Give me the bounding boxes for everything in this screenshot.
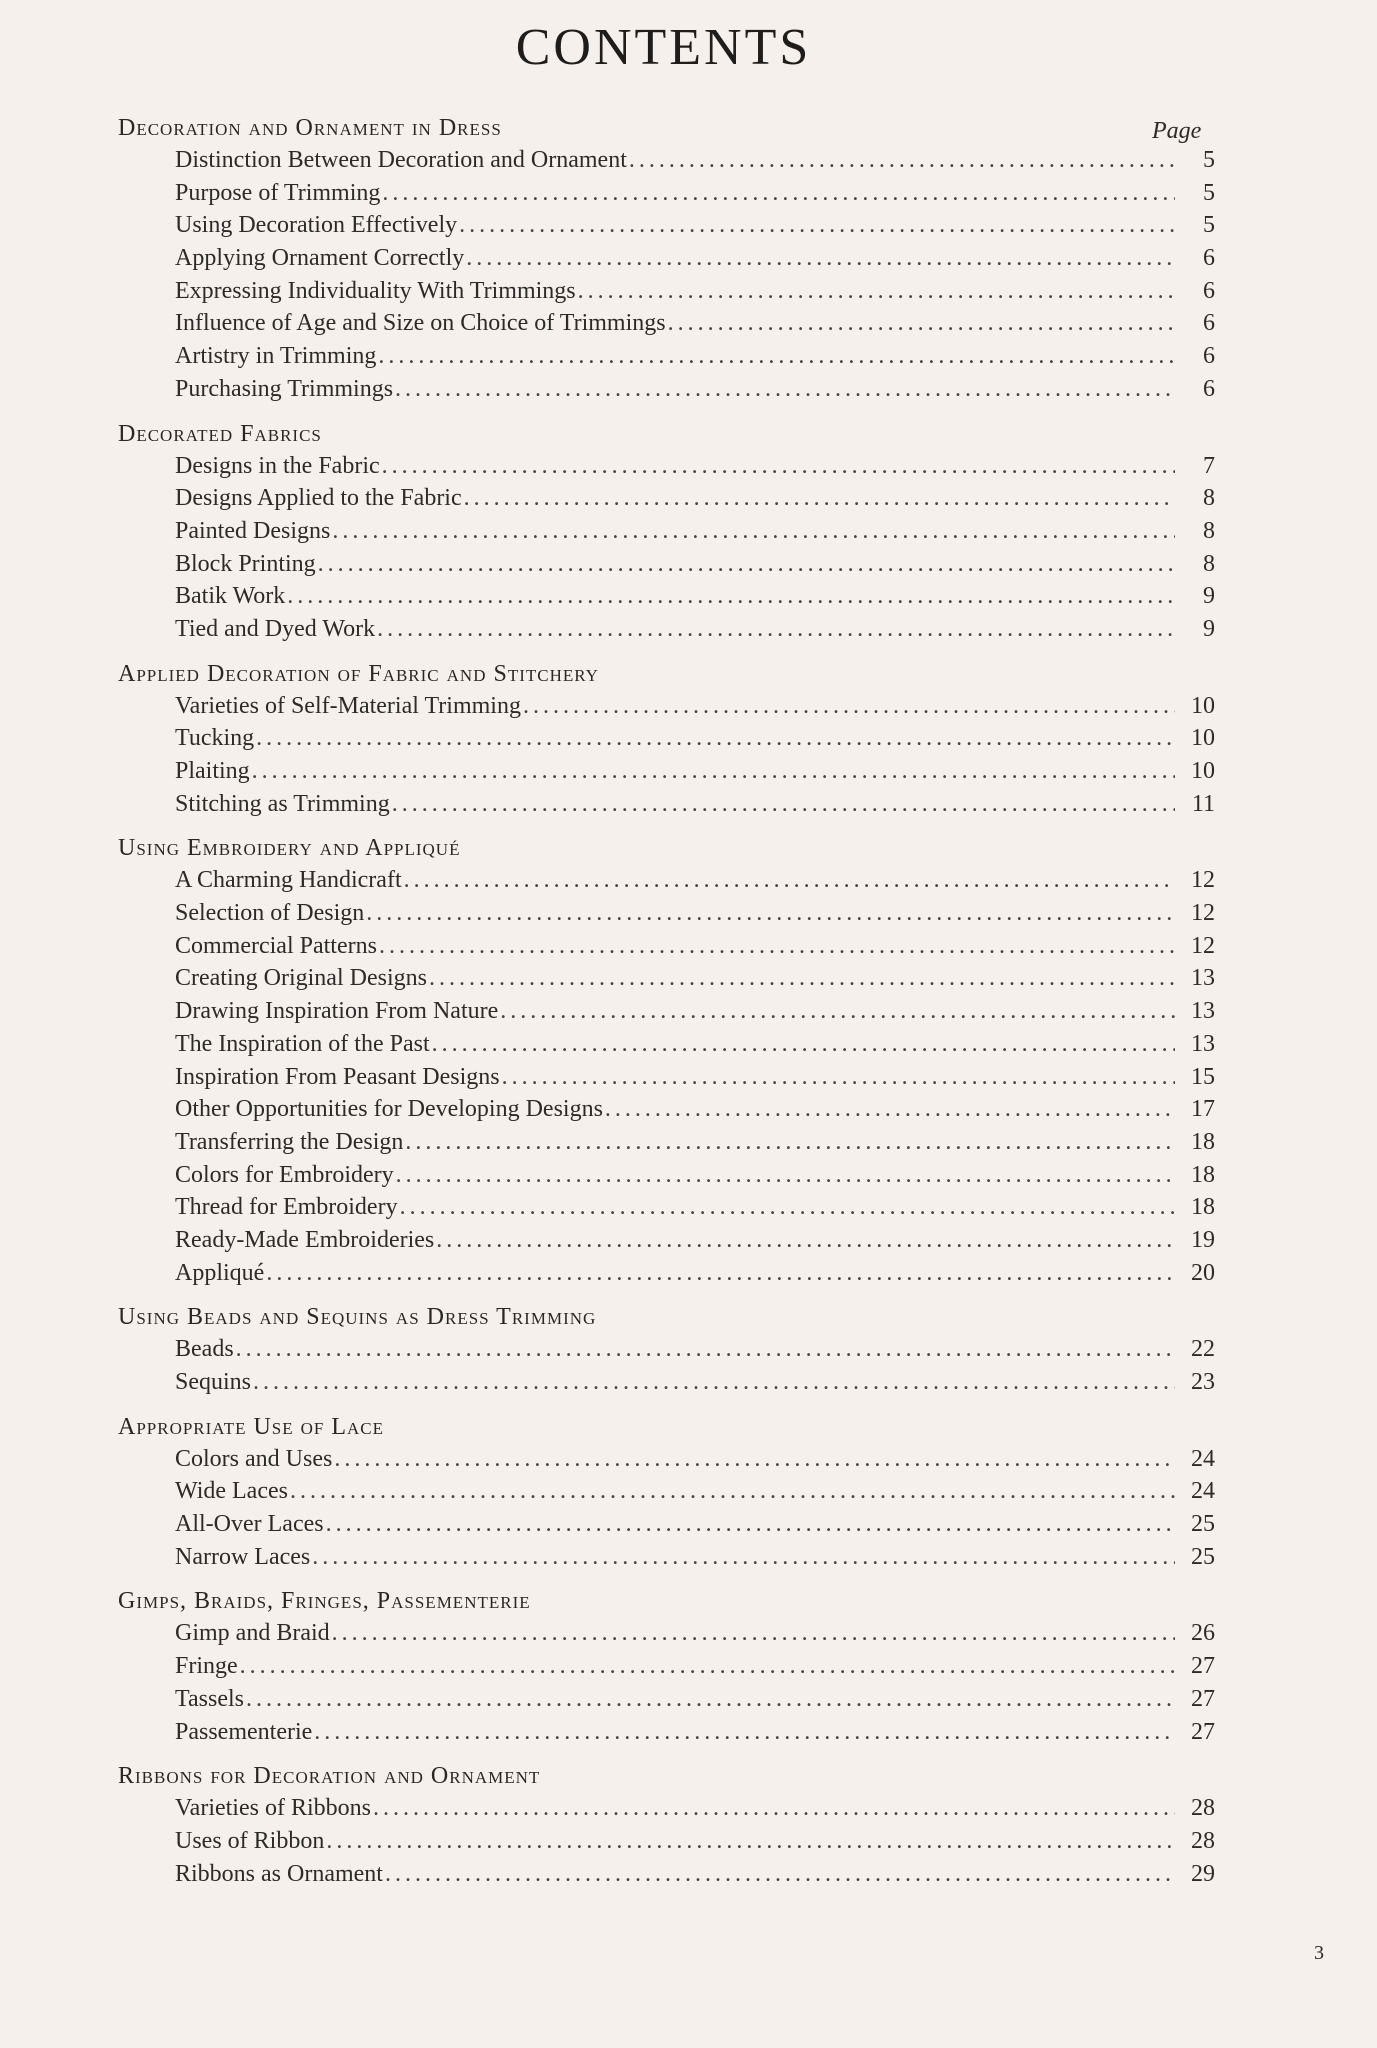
entry-page-number: 26 [1191,1620,1215,1647]
entry-page-number: 13 [1191,1030,1215,1057]
entry-page-number: 8 [1203,550,1215,577]
entry-title: Sequins [175,1369,252,1395]
entry-page-number: 25 [1191,1543,1215,1570]
toc-section [118,1760,1215,1890]
dot-leader [395,373,1175,406]
dot-leader [500,995,1175,1028]
entry-list [118,690,1215,821]
dot-leader [432,1028,1175,1061]
entry-page-number: 8 [1203,485,1215,512]
toc-entry [175,788,1215,821]
entry-page-number: 22 [1191,1336,1215,1363]
entry-page-number: 24 [1191,1445,1215,1472]
entry-page-number: 5 [1203,179,1215,206]
entry-title: Stitching as Trimming [175,790,390,817]
entry-page-number: 27 [1191,1685,1215,1712]
dot-leader [236,1333,1175,1366]
entry-page-number: 5 [1203,147,1215,173]
entry-title: Tied and Dyed Work [175,615,376,642]
dot-leader [377,613,1175,646]
dot-leader [332,1617,1175,1650]
entry-page-number: 10 [1191,692,1215,719]
dot-leader [318,548,1175,581]
toc-entry [175,209,1215,242]
entry-page-number: 27 [1191,1718,1215,1745]
dot-leader [385,1858,1175,1891]
entry-page-number: 17 [1191,1096,1215,1123]
entry-page-number: 7 [1203,452,1215,479]
toc-entry [175,1366,1215,1399]
dot-leader [253,1366,1175,1399]
toc-entry [175,450,1215,483]
entry-title: All-Over Laces [175,1511,324,1538]
entry-title: Uses of Ribbon [175,1827,325,1854]
entry-page-number: 6 [1203,310,1215,337]
entry-title: Ribbons as Ornament [175,1860,383,1887]
entry-list [118,1792,1215,1890]
entry-title: Colors for Embroidery [175,1161,394,1188]
toc-entry [175,1333,1215,1366]
toc-entry [175,1650,1215,1683]
dot-leader [334,1443,1175,1476]
toc-entry [175,1792,1215,1825]
toc-entry [175,690,1215,723]
dot-leader [605,1093,1175,1126]
entry-page-number: 9 [1203,615,1215,642]
dot-leader [668,307,1175,340]
section-heading: Gimps, Braids, Fringes, Passementerie [118,1588,531,1615]
entry-title: Using Decoration Effectively [175,212,458,239]
toc-entry [175,1825,1215,1858]
toc-section [118,1301,1215,1398]
toc-entry [175,1716,1215,1749]
toc-entry [175,1061,1215,1094]
entry-title: Designs Applied to the Fabric [175,485,462,512]
toc-entry [175,1858,1215,1891]
dot-leader [326,1508,1175,1541]
toc-entry [175,307,1215,340]
dot-leader [392,788,1175,821]
toc-entry [175,242,1215,275]
dot-leader [523,690,1175,723]
page-title: CONTENTS [515,19,812,76]
toc-entry [175,580,1215,613]
entry-page-number: 18 [1191,1128,1215,1155]
entry-title: Applying Ornament Correctly [175,245,465,272]
dot-leader [332,515,1175,548]
toc-entry [175,1508,1215,1541]
entry-page-number: 10 [1191,725,1215,752]
section-heading: Using Beads and Sequins as Dress Trimming [118,1304,597,1331]
dot-leader [382,177,1175,210]
entry-page-number: 29 [1191,1860,1215,1887]
entry-page-number: 20 [1191,1259,1215,1286]
dot-leader [578,275,1175,308]
entry-page-number: 6 [1203,245,1215,272]
toc-entry [175,897,1215,930]
entry-page-number: 27 [1191,1653,1215,1680]
entry-page-number: 15 [1191,1063,1215,1090]
dot-leader [326,1825,1175,1858]
entry-title: Other Opportunities for Developing Designs [175,1096,603,1123]
toc-section [118,658,1215,821]
entry-title: Drawing Inspiration From Nature [175,998,499,1025]
entry-title: Tucking [175,725,255,752]
entry-title: Painted Designs [175,517,331,544]
toc-entry [175,340,1215,373]
page-column-label: Page [1152,118,1202,144]
entry-page-number: 9 [1203,583,1215,610]
dot-leader [314,1716,1175,1749]
dot-leader [466,242,1175,275]
dot-leader [246,1683,1175,1716]
entry-title: Commercial Patterns [175,932,377,959]
entry-page-number: 11 [1191,790,1215,817]
entry-page-number: 19 [1191,1226,1215,1253]
toc-entry [175,548,1215,581]
dot-leader [312,1541,1175,1574]
entry-title: Batik Work [175,583,286,610]
toc-entry [175,275,1215,308]
entry-page-number: 18 [1191,1194,1215,1221]
entry-title: A Charming Handicraft [175,867,402,894]
toc-entry [175,1443,1215,1476]
entry-page-number: 18 [1191,1161,1215,1188]
section-heading: Appropriate Use of Lace [118,1413,385,1440]
entry-title: Gimp and Braid [175,1620,330,1647]
toc-entry [175,1257,1215,1290]
toc-section [118,418,1215,646]
entry-list [118,1333,1215,1398]
dot-leader [429,962,1175,995]
toc-entry [175,1159,1215,1192]
entry-title: Colors and Uses [175,1445,333,1472]
toc-entry [175,864,1215,897]
entry-page-number: 12 [1191,932,1215,959]
dot-leader [436,1224,1175,1257]
dot-leader [379,930,1175,963]
entry-title: Varieties of Ribbons [175,1795,371,1822]
toc-entry [175,962,1215,995]
entry-title: Passementerie [175,1718,313,1745]
dot-leader [400,1191,1175,1224]
page-number: 3 [1314,1942,1324,1964]
toc-entry [175,1683,1215,1716]
dot-leader [252,755,1175,788]
entry-page-number: 12 [1191,867,1215,894]
toc-section [118,1585,1215,1748]
entry-page-number: 25 [1191,1511,1215,1538]
dot-leader [366,897,1175,930]
section-heading: Applied Decoration of Fabric and Stitchery [118,660,599,687]
entry-page-number: 6 [1203,343,1215,370]
dot-leader [502,1061,1175,1094]
dot-leader [404,864,1175,897]
dot-leader [459,209,1175,242]
entry-page-number: 28 [1191,1827,1215,1854]
toc-section [118,1411,1215,1574]
dot-leader [240,1650,1175,1683]
dot-leader [405,1126,1175,1159]
entry-title: Beads [175,1336,234,1363]
entry-list [118,1443,1215,1574]
entry-page-number: 12 [1191,900,1215,927]
entry-title: Purchasing Trimmings [175,375,394,402]
toc-entry [175,1126,1215,1159]
entry-title: Artistry in Trimming [175,343,377,370]
toc-entry [175,177,1215,210]
entry-page-number: 6 [1203,375,1215,402]
entry-page-number: 28 [1191,1795,1215,1822]
toc-entry [175,482,1215,515]
entry-title: Creating Original Designs [175,965,427,992]
entry-title: Thread for Embroidery [175,1194,398,1221]
entry-title: Ready-Made Embroideries [175,1226,435,1253]
toc-entry [175,1617,1215,1650]
entry-title: Selection of Design [175,900,365,927]
toc-entry [175,930,1215,963]
entry-title: Plaiting [175,758,250,784]
entry-page-number: 23 [1191,1369,1215,1395]
entry-page-number: 24 [1191,1478,1215,1505]
entry-title: Varieties of Self-Material Trimming [175,692,521,719]
entry-title: Expressing Individuality With Trimmings [175,277,576,304]
entry-page-number: 10 [1191,758,1215,784]
table-of-contents [118,112,1215,1902]
section-heading: Decorated Fabrics [118,420,322,447]
entry-title: Transferring the Design [175,1128,404,1155]
toc-section [118,832,1215,1289]
dot-leader [373,1792,1175,1825]
entry-title: Fringe [175,1653,238,1680]
toc-entry [175,1475,1215,1508]
entry-list [118,1617,1215,1748]
entry-title: Inspiration From Peasant Designs [175,1063,500,1090]
entry-list [118,864,1215,1289]
entry-list [118,144,1215,406]
toc-entry [175,1093,1215,1126]
entry-page-number: 8 [1203,517,1215,544]
dot-leader [266,1257,1175,1290]
toc-entry [175,995,1215,1028]
toc-entry [175,373,1215,406]
entry-title: Distinction Between Decoration and Ornament [175,147,627,173]
entry-title: Appliqué [175,1259,265,1286]
entry-title: Block Printing [175,550,316,577]
entry-title: Narrow Laces [175,1543,311,1570]
entry-title: The Inspiration of the Past [175,1030,430,1057]
dot-leader [464,482,1175,515]
dot-leader [382,450,1175,483]
section-heading: Ribbons for Decoration and Ornament [118,1763,541,1790]
entry-page-number: 13 [1191,965,1215,992]
dot-leader [256,722,1175,755]
toc-entry [175,1028,1215,1061]
dot-leader [629,144,1175,177]
entry-page-number: 5 [1203,212,1215,239]
dot-leader [396,1159,1175,1192]
entry-list [118,450,1215,646]
section-heading: Decoration and Ornament in Dress [118,115,502,141]
dot-leader [287,580,1175,613]
entry-page-number: 6 [1203,277,1215,304]
entry-title: Influence of Age and Size on Choice of Trimmings [175,310,666,337]
toc-entry [175,722,1215,755]
toc-section [118,112,1215,406]
entry-page-number: 13 [1191,998,1215,1025]
entry-title: Tassels [175,1685,244,1712]
dot-leader [378,340,1175,373]
entry-title: Purpose of Trimming [175,179,381,206]
dot-leader [290,1475,1175,1508]
section-heading: Using Embroidery and Appliqué [118,835,461,862]
entry-title: Designs in the Fabric [175,452,380,479]
entry-title: Wide Laces [175,1478,288,1505]
toc-entry [175,1191,1215,1224]
toc-entry [175,755,1215,788]
toc-entry [175,1541,1215,1574]
toc-entry [175,144,1215,177]
toc-entry [175,1224,1215,1257]
toc-entry [175,613,1215,646]
toc-entry [175,515,1215,548]
